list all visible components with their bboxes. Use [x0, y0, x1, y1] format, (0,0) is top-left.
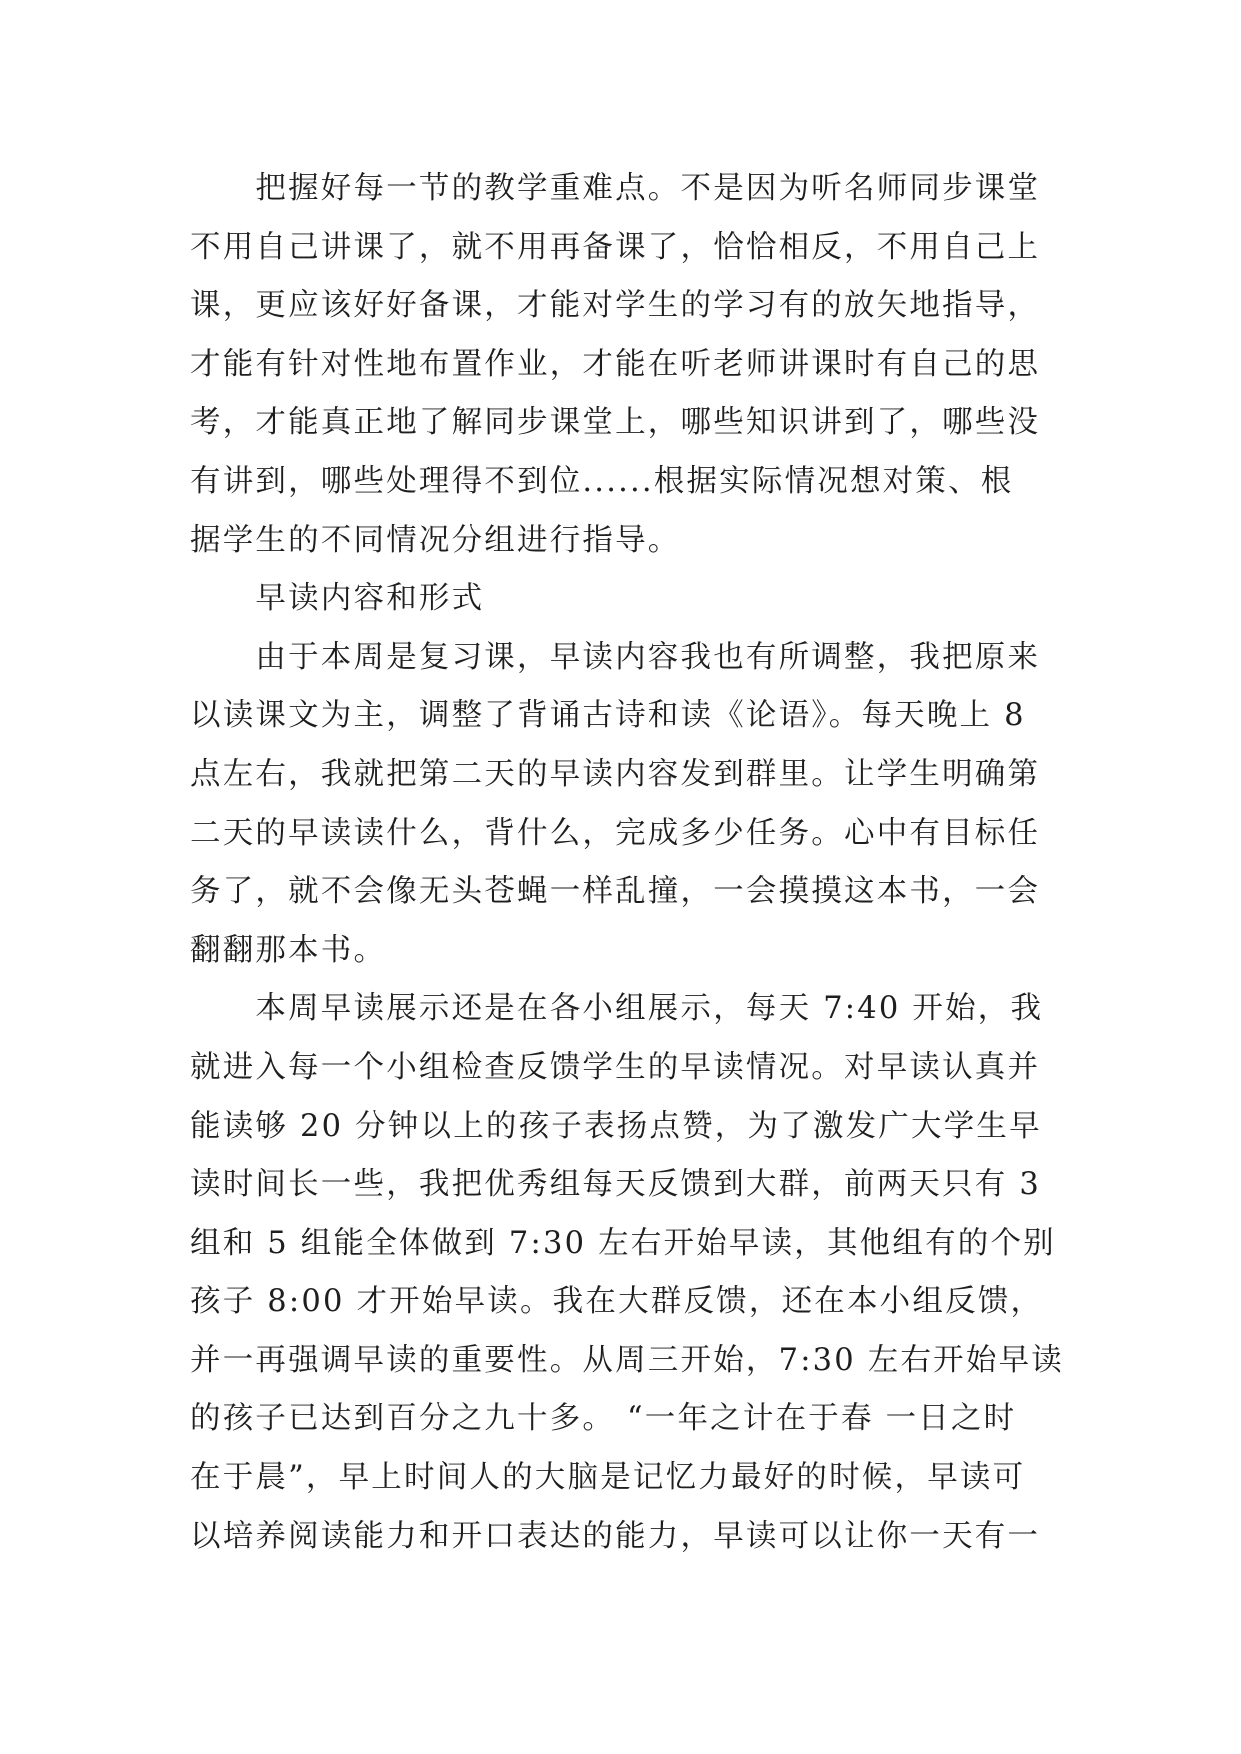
text-line: 考，才能真正地了解同步课堂上，哪些知识讲到了，哪些没: [190, 405, 1041, 441]
text-line: 就进入每一个小组检查反馈学生的早读情况。对早读认真并: [190, 1049, 1041, 1085]
text-line: 二天的早读读什么，背什么，完成多少任务。心中有目标任: [190, 815, 1041, 851]
text-line: 读时间长一些，我把优秀组每天反馈到大群，前两天只有 3: [190, 1167, 1041, 1203]
text-line: 务了，就不会像无头苍蝇一样乱撞，一会摸摸这本书，一会: [190, 874, 1041, 910]
text-line: 能读够 20 分钟以上的孩子表扬点赞，为了激发广大学生早: [190, 1108, 1042, 1144]
text-line: 才能有针对性地布置作业，才能在听老师讲课时有自己的思: [190, 346, 1041, 382]
text-line: 不用自己讲课了，就不用再备课了，恰恰相反，不用自己上: [190, 229, 1041, 265]
text-line: 孩子 8:00 才开始早读。我在大群反馈，还在本小组反馈，: [190, 1284, 1044, 1320]
text-line: 有讲到，哪些处理得不到位......根据实际情况想对策、根: [190, 463, 1014, 499]
text-line: 的孩子已达到百分之九十多。 “一年之计在于春 一日之时: [190, 1401, 1017, 1437]
text-line: 以培养阅读能力和开口表达的能力，早读可以让你一天有一: [190, 1518, 1041, 1554]
text-line: 在于晨”，早上时间人的大脑是记忆力最好的时候，早读可: [190, 1460, 1026, 1496]
text-line: 以读课文为主，调整了背诵古诗和读《论语》。每天晚上 8: [190, 698, 1026, 734]
text-line: 课，更应该好好备课，才能对学生的学习有的放矢地指导，: [190, 288, 1041, 324]
body-text: [190, 160, 1070, 1566]
text-line: 把握好每一节的教学重难点。不是因为听名师同步课堂: [190, 171, 1041, 206]
text-line: 由于本周是复习课，早读内容我也有所调整，我把原来: [190, 639, 1041, 675]
section-heading: 早读内容和形式: [190, 581, 485, 617]
text-line: 点左右，我就把第二天的早读内容发到群里。让学生明确第: [190, 756, 1041, 792]
text-line: 并一再强调早读的重要性。从周三开始，7:30 左右开始早读: [190, 1342, 1064, 1378]
text-line: 翻翻那本书。: [190, 932, 387, 968]
text-line: 组和 5 组能全体做到 7:30 左右开始早读，其他组有的个别: [190, 1225, 1056, 1261]
text-line: 据学生的不同情况分组进行指导。: [190, 522, 681, 558]
text-line: 本周早读展示还是在各小组展示，每天 7:40 开始，我: [190, 991, 1044, 1027]
